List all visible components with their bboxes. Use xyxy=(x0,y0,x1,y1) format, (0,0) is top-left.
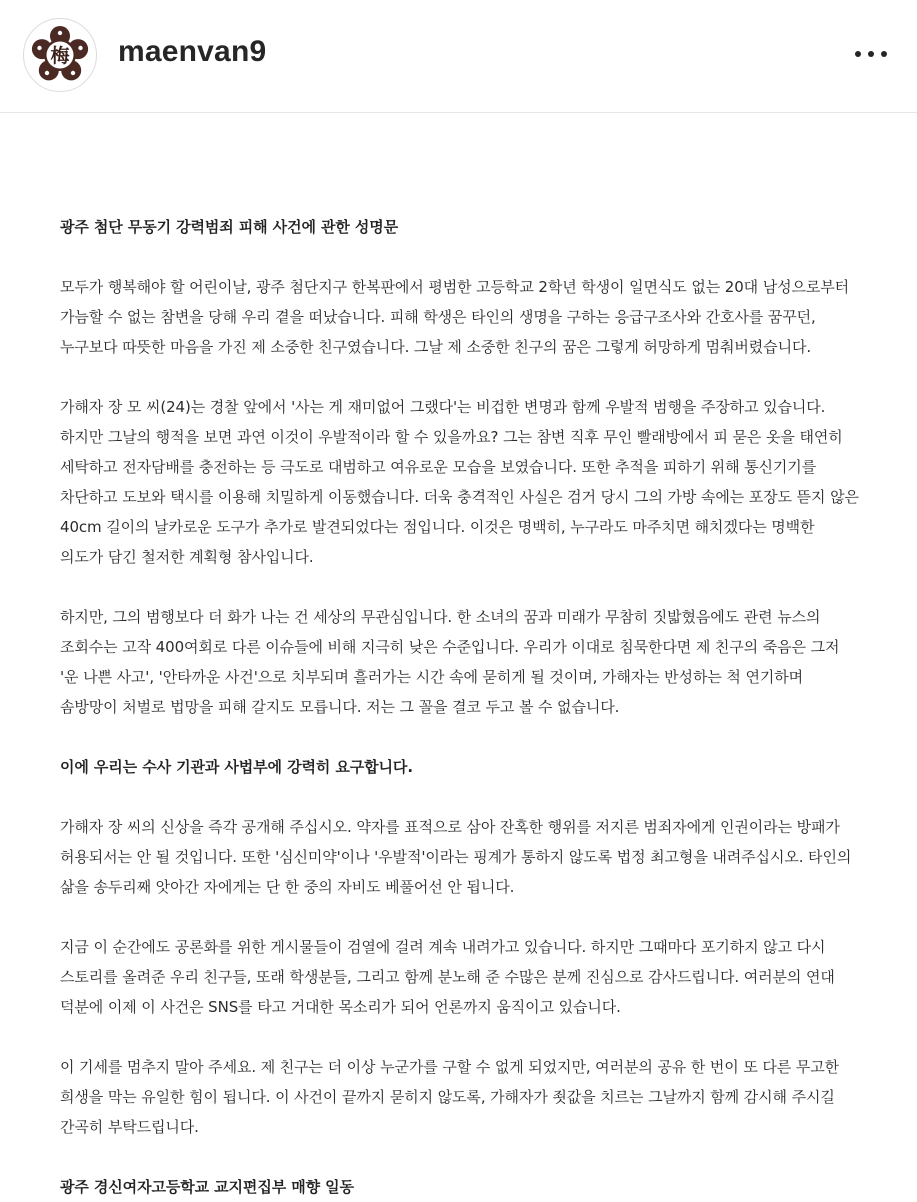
post-body xyxy=(60,212,860,1202)
statement-paragraph: 가해자 장 씨의 신상을 즉각 공개해 주십시오. 약자를 표적으로 삼아 잔혹한 행위를 저지른 범죄자에게 인권이라는 방패가 허용되서는 안 될 것입니다. 또한 '심신미약'이나 '우발적'이라는 핑계가 통하지 않도록 법정 최고형을 내려주십시오. 타인의 삶을 송두리째 앗아간 자에게는 단 한 중의 자비도 베풀어선 안 됩니다. xyxy=(60,818,852,896)
more-horizontal-icon xyxy=(881,51,887,57)
more-horizontal-icon xyxy=(855,51,861,57)
avatar[interactable] xyxy=(23,18,97,92)
avatar-glyph: 梅 xyxy=(50,45,70,67)
more-horizontal-icon xyxy=(868,51,874,57)
post-header xyxy=(0,0,917,113)
statement-paragraph: 이 기세를 멈추지 말아 주세요. 제 친구는 더 이상 누군가를 구할 수 없게 되었지만, 여러분의 공유 한 번이 또 다른 무고한 희생을 막는 유일한 힘이 됩니다. 이 사건이 끝까지 묻히지 않도록, 가해자가 죗값을 치르는 그날까지 함께 감시해 주시길 간곡히 부탁드립니다. xyxy=(60,1058,840,1136)
statement-paragraph: 지금 이 순간에도 공론화를 위한 게시물들이 검열에 걸려 계속 내려가고 있습니다. 하지만 그때마다 포기하지 않고 다시 스토리를 올려준 우리 친구들, 또래 학생분들, 그리고 함께 분노해 준 수많은 분께 진심으로 감사드립니다. 여러분의 연대 덕분에 이제 이 사건은 SNS를 타고 거대한 목소리가 되어 언론까지 움직이고 있습니다. xyxy=(60,938,835,1016)
more-options-button[interactable] xyxy=(846,36,896,72)
statement-paragraph: 가해자 장 모 씨(24)는 경찰 앞에서 '사는 게 재미없어 그랬다'는 비겁한 변명과 함께 우발적 범행을 주장하고 있습니다. 하지만 그날의 행적을 보면 과연 이것이 우발적이라 할 수 있을까요? 그는 참변 직후 무인 빨래방에서 피 묻은 옷을 태연히 세탁하고 전자담배를 충전하는 등 극도로 대범하고 여유로운 모습을 보였습니다. 또한 추적을 피하기 위해 통신기기를 차단하고 도보와 택시를 이용해 치밀하게 이동했습니다. 더욱 충격적인 사실은 검거 당시 그의 가방 속에는 포장도 뜯지 않은 40cm 길이의 날카로운 도구가 추가로 발견되었다는 점입니다. 이것은 명백히, 누구라도 마주치면 해치겠다는 명백한 의도가 담긴 철저한 계획형 참사입니다. xyxy=(60,398,859,566)
statement-title: 광주 첨단 무동기 강력범죄 피해 사건에 관한 성명문 xyxy=(60,218,399,236)
statement-paragraph: 하지만, 그의 범행보다 더 화가 나는 건 세상의 무관심입니다. 한 소녀의 꿈과 미래가 무참히 짓밟혔음에도 관련 뉴스의 조회수는 고작 400여회로 다른 이슈들에 비해 지극히 낮은 수준입니다. 우리가 이대로 침묵한다면 제 친구의 죽음은 그저 '운 나쁜 사고', '안타까운 사건'으로 치부되며 흘러가는 시간 속에 묻히게 될 것이며, 가해자는 반성하는 척 연기하며 솜방망이 처벌로 법망을 피해 갈지도 모릅니다. 저는 그 꼴을 결코 두고 볼 수 없습니다. xyxy=(60,608,840,716)
username[interactable]: maenvan9 xyxy=(118,35,267,68)
plum-blossom-emblem-icon xyxy=(24,19,96,91)
demand-heading: 이에 우리는 수사 기관과 사법부에 강력히 요구합니다. xyxy=(60,758,413,776)
signature: 광주 경신여자고등학교 교지편집부 매향 일동 xyxy=(60,1178,354,1196)
statement-paragraph: 모두가 행복해야 할 어린이날, 광주 첨단지구 한복판에서 평범한 고등학교 2학년 학생이 일면식도 없는 20대 남성으로부터 가늠할 수 없는 참변을 당해 우리 곁을 떠났습니다. 피해 학생은 타인의 생명을 구하는 응급구조사와 간호사를 꿈꾸던, 누구보다 따뜻한 마음을 가진 제 소중한 친구였습니다. 그날 제 소중한 친구의 꿈은 그렇게 허망하게 멈춰버렸습니다. xyxy=(60,278,850,356)
